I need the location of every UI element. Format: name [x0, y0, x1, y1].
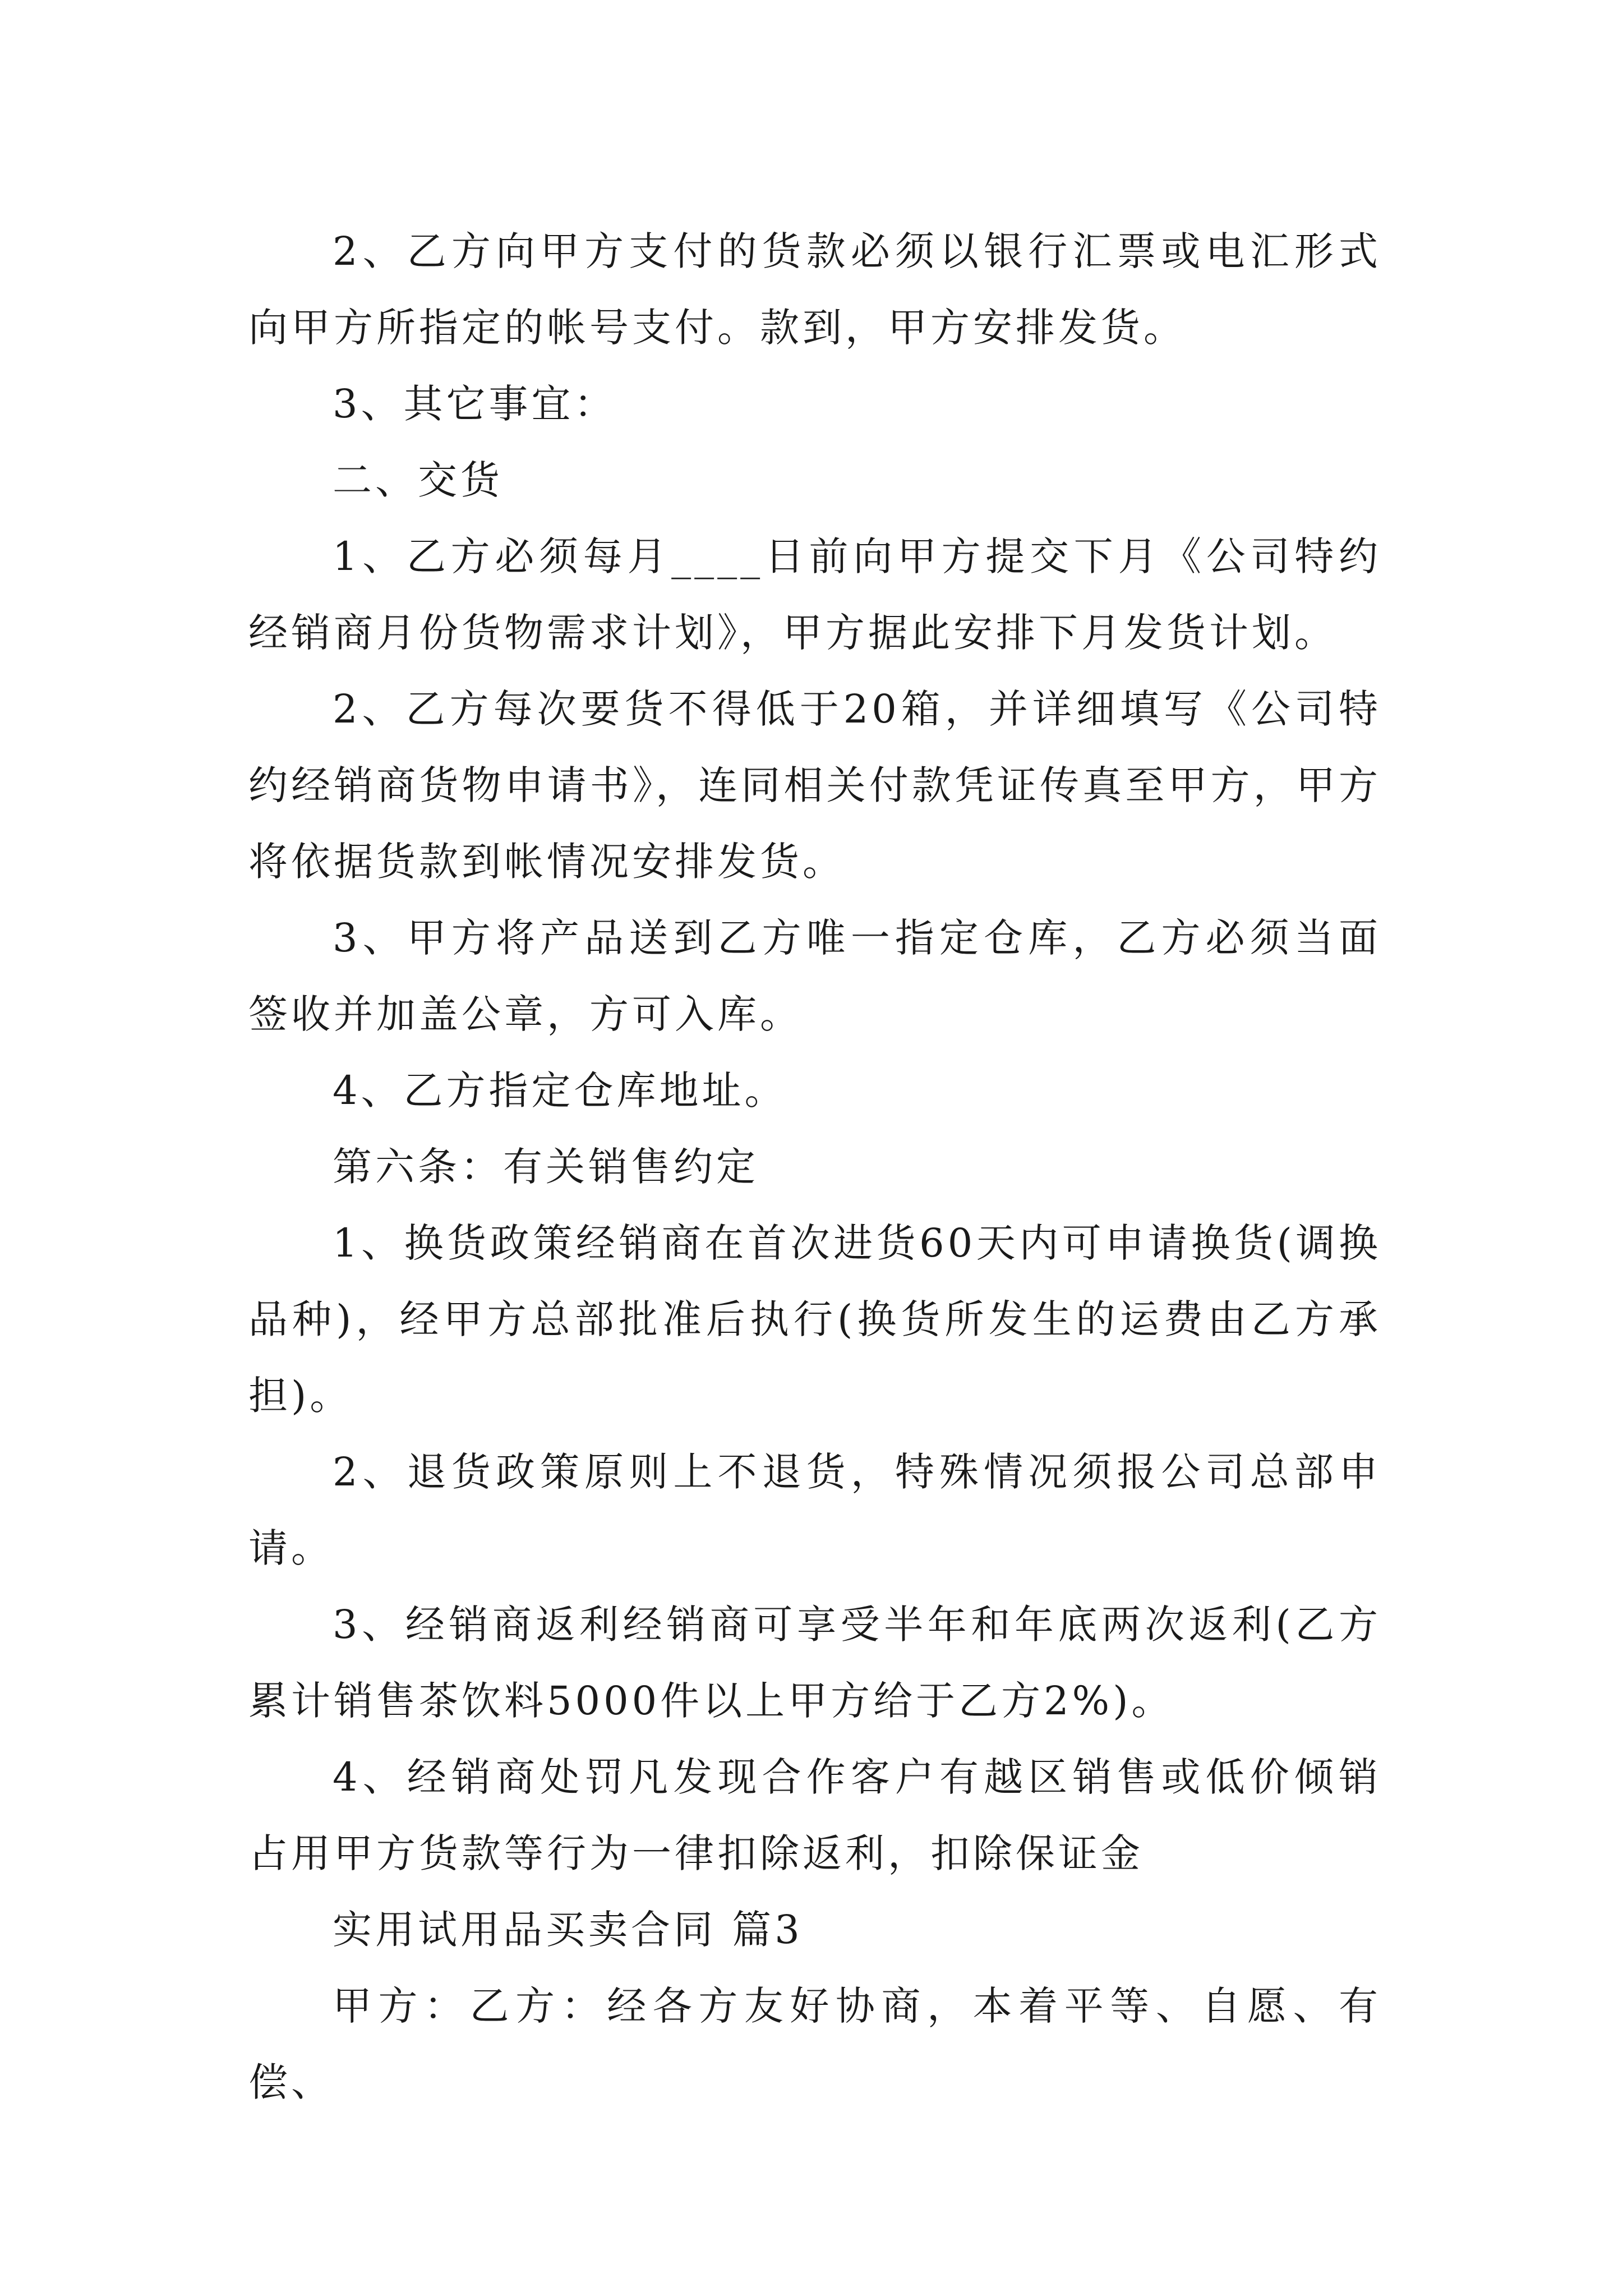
paragraph-rebate: 3、经销商返利经销商可享受半年和年底两次返利(乙方累计销售茶饮料5000件以上甲方给于乙方2%)。 — [248, 1602, 1381, 1724]
paragraph-payment-method: 2、乙方向甲方支付的货款必须以银行汇票或电汇形式向甲方所指定的帐号支付。款到，甲方安排发货。 — [248, 228, 1381, 351]
paragraph-warehouse-delivery: 3、甲方将产品送到乙方唯一指定仓库，乙方必须当面签收并加盖公章，方可入库。 — [248, 915, 1381, 1037]
paragraph-penalty: 4、经销商处罚凡发现合作客户有越区销售或低价倾销占用甲方货款等行为一律扣除返利，扣除保证金 — [248, 1754, 1381, 1876]
paragraph-other-matters: 3、其它事宜： — [333, 381, 617, 427]
section-heading-delivery: 二、交货 — [333, 457, 503, 503]
contract-title: 实用试用品买卖合同 篇3 — [333, 1907, 803, 1953]
section-heading-sales-terms: 第六条：有关销售约定 — [333, 1144, 759, 1190]
paragraph-order-minimum: 2、乙方每次要货不得低于20箱，并详细填写《公司特约经销商货物申请书》，连同相关付款凭证传真至甲方，甲方将依据货款到帐情况安排发货。 — [248, 686, 1381, 885]
paragraph-return-policy: 2、退货政策原则上不退货，特殊情况须报公司总部申请。 — [248, 1449, 1381, 1571]
paragraph-warehouse-address: 4、乙方指定仓库地址。 — [333, 1068, 787, 1114]
paragraph-monthly-plan: 1、乙方必须每月____日前向甲方提交下月《公司特约经销商月份货物需求计划》，甲方据此安排下月发货计划。 — [248, 533, 1381, 656]
paragraph-exchange-policy: 1、换货政策经销商在首次进货60天内可申请换货(调换品种)，经甲方总部批准后执行(换货所发生的运费由乙方承担)。 — [248, 1220, 1381, 1419]
paragraph-parties: 甲方：乙方：经各方友好协商，本着平等、自愿、有偿、 — [248, 1983, 1381, 2105]
document-body — [248, 213, 1381, 2120]
